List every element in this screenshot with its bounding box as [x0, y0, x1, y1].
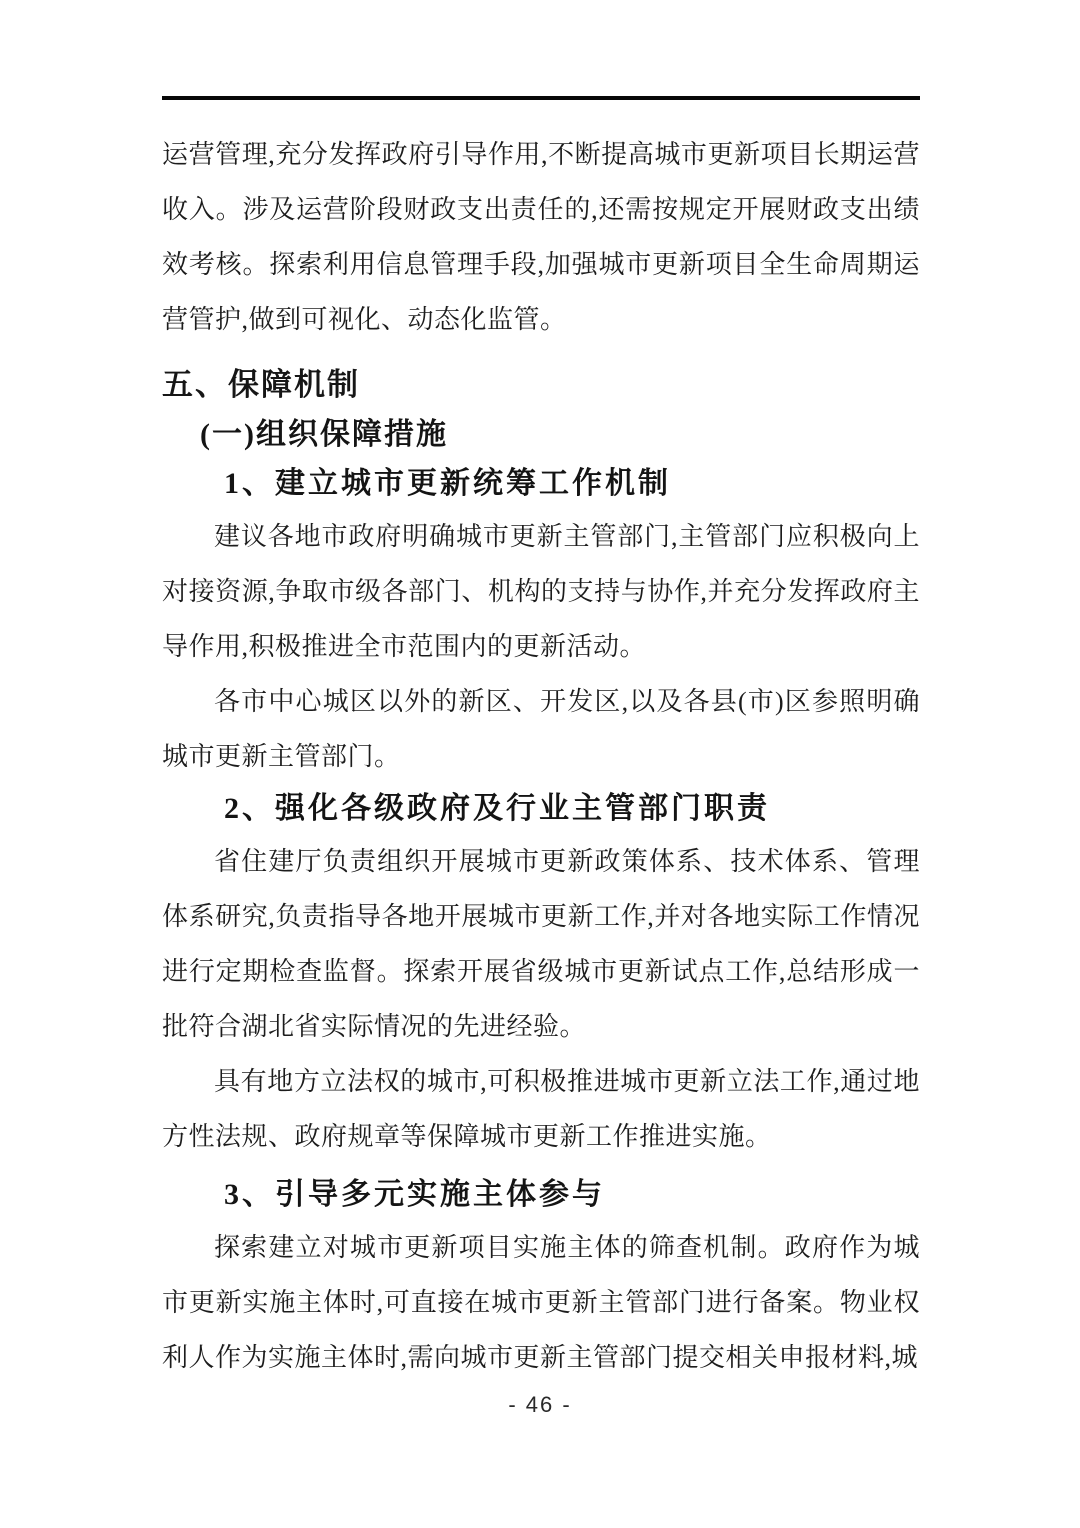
header-rule [162, 96, 920, 100]
section-heading: 五、保障机制 [162, 367, 360, 402]
page-content [162, 0, 920, 1385]
paragraph: 建议各地市政府明确城市更新主管部门,主管部门应积极向上对接资源,争取市级各部门、机构的支持与协作,并充分发挥政府主导作用,积极推进全市范围内的更新活动。 [162, 522, 920, 661]
paragraph: 探索建立对城市更新项目实施主体的筛查机制。政府作为城市更新实施主体时,可直接在城市更新主管部门进行备案。物业权利人作为实施主体时,需向城市更新主管部门提交相关申报材料,城 [162, 1233, 920, 1372]
paragraph: 具有地方立法权的城市,可积极推进城市更新立法工作,通过地方性法规、政府规章等保障城市更新工作推进实施。 [162, 1067, 920, 1151]
paragraph-continuation: 运营管理,充分发挥政府引导作用,不断提高城市更新项目长期运营收入。涉及运营阶段财政支出责任的,还需按规定开展财政支出绩效考核。探索利用信息管理手段,加强城市更新项目全生命周期运营管护,做到可视化、动态化监管。 [162, 140, 920, 334]
paragraph: 各市中心城区以外的新区、开发区,以及各县(市)区参照明确城市更新主管部门。 [162, 687, 920, 771]
subsection-heading: (一)组织保障措施 [200, 418, 448, 451]
item-heading-1: 1、建立城市更新统筹工作机制 [224, 467, 671, 500]
paragraph: 省住建厅负责组织开展城市更新政策体系、技术体系、管理体系研究,负责指导各地开展城市更新工作,并对各地实际工作情况进行定期检查监督。探索开展省级城市更新试点工作,总结形成一批符合湖北省实际情况的先进经验。 [162, 847, 920, 1041]
item-heading-3: 3、引导多元实施主体参与 [224, 1178, 605, 1211]
page-number: - 46 - [508, 1392, 572, 1417]
item-heading-2: 2、强化各级政府及行业主管部门职责 [224, 792, 770, 825]
